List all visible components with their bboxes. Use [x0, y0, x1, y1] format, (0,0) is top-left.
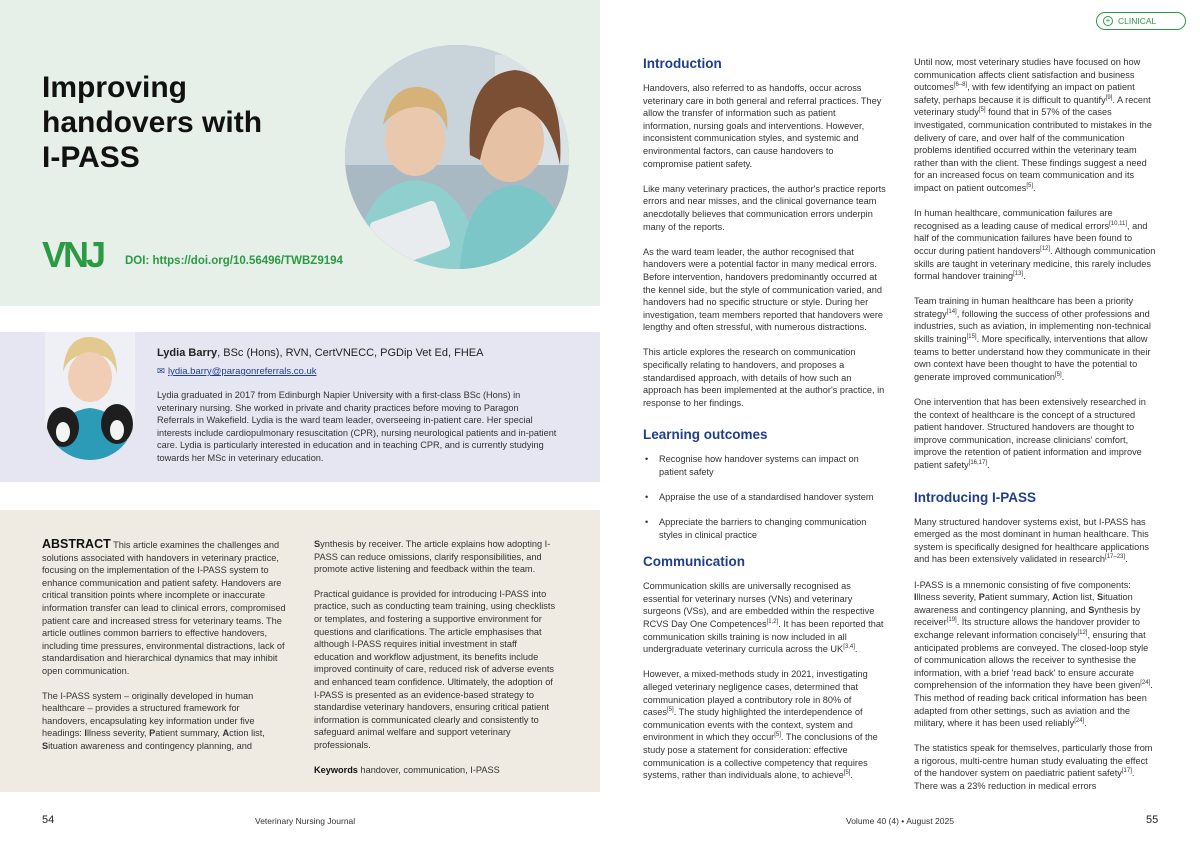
- citation: [17]: [1121, 768, 1132, 775]
- envelope-icon: ✉: [157, 366, 165, 377]
- ipass-paragraph-3: The statistics speak for themselves, particularly those from a rigorous, multi-centre human study evaluating the effect of the handover system on paediatric patient safety[17]. There was a 23% reduction in medical errors: [914, 743, 1153, 792]
- citation: [16,17]: [968, 459, 988, 466]
- ipass-letter: I: [84, 728, 87, 739]
- ipass-paragraph-2: I-PASS is a mnemonic consisting of five components: Illness severity, Patient summary, Action list, Situation awareness and contingency planning, and Synthesis by receiver[19]. Its structure allows the handover provider to exchange relevant information concisely[12], ensuring that anticipated problems are conveyed. The closed-loop style of communication allows the receiver to synthesise the information, with a brief 'read back' to ensure accurate comprehension of the information they have been given[24]. This method of reading back critical information has been adapted from other settings, such as aviation and the military, where it has been used reliably[24].: [914, 579, 1153, 729]
- column2-paragraph-4: One intervention that has been extensively researched in the context of healthcare is the concept of a structured patient handover. Structured handovers are thought to improve communication, increase clinicians' comfort, improve the retention of patient information and improve patient safety[16,17].: [914, 397, 1146, 470]
- heading-introduction: Introduction: [643, 56, 722, 71]
- volume: Volume 40 (4): [846, 816, 899, 826]
- journal-name: Veterinary Nursing Journal: [255, 816, 356, 826]
- abstract-text: This article examines the challenges and solutions associated with handovers in veterinary practice, focusing on the implementation of the I-PASS system to enhance communication and patient safety. Handovers are critical transition points where incomplete or inaccurate information transfer can lead to clinical errors, compromised patient care and increased stress for veterinary teams. The article outlines common barriers to effective handovers, including time pressures, environmental distractions, lack of standardisation and hierarchical dynamics that may inhibit open communication.: [42, 540, 286, 676]
- citation: [12]: [1077, 629, 1088, 636]
- citation: [13]: [1013, 271, 1024, 278]
- doi-link[interactable]: DOI: https://doi.org/10.56496/TWBZ9194: [125, 255, 343, 267]
- citation: [24]: [1140, 680, 1151, 687]
- abstract-paragraph-2-cont: [314, 538, 559, 576]
- abstract-paragraph-3: Practical guidance is provided for introducing I-PASS into practice, such as conducting team training, using checklists or templates, and fostering a supportive environment for questions and clarifications. The article emphasises that although I-PASS requires initial investment in staff education and workflow adjustment, its benefits include improved continuity of care, reduced risk of adverse events and enhanced team confidence. Ultimately, the adoption of I-PASS is presented as an evidence-based strategy to standardise veterinary handovers, ensuring critical patient information is communicated clearly and consistently to safeguard animal welfare and support veterinary professionals.: [314, 588, 556, 750]
- nurses-photo-illustration: [345, 45, 569, 269]
- abstract-label: ABSTRACT: [42, 537, 111, 551]
- right-column-1: [643, 56, 886, 794]
- abstract-column-2: [314, 538, 559, 788]
- citation: [3,4]: [843, 644, 855, 651]
- keywords-label: Keywords: [314, 764, 358, 775]
- right-column-2: [914, 56, 1157, 805]
- abstract-paragraph-1: [42, 538, 287, 678]
- heading-communication: Communication: [643, 554, 746, 570]
- citation: [17–23]: [1105, 554, 1126, 561]
- ipass-term: ction list,: [229, 728, 265, 739]
- section-badge-label: CLINICAL: [1118, 16, 1157, 26]
- abstract-text: ynthesis by receiver. The article explains how adopting I-PASS can reduce omissions, clarify responsibilities, and promote active listening and feedback within the team.: [314, 539, 551, 575]
- citation: [5]: [774, 732, 781, 739]
- right-page-number: 55: [1146, 814, 1159, 826]
- citation: [15]: [966, 334, 977, 340]
- abstract-text: The I-PASS system – originally developed in human healthcare – provides a structured framework for handovers, encapsulating key information under five headings:: [42, 690, 255, 739]
- ipass-letter: S: [314, 539, 321, 549]
- intro-paragraph-2: Like many veterinary practices, the author's practice reports errors and near misses, and the clinical governance team anecdotally believes that communication errors underpin many of the reports.: [643, 183, 886, 232]
- nurses-photo: [345, 45, 569, 269]
- ipass-letter: A: [222, 728, 230, 739]
- issue-date: August 2025: [906, 816, 954, 826]
- citation: [5]: [1054, 371, 1062, 378]
- column2-paragraph-2: In human healthcare, communication failures are recognised as a leading cause of medical errors[10,11], and half of the communication failures have been found to occur during patient handovers[12]. Although communication skills are taught in veterinary medicine, this rarely includes formal handover training[13].: [914, 208, 1156, 282]
- citation: [6–8]: [953, 82, 968, 89]
- author-credentials: , BSc (Hons), RVN, CertVNECC, PGDip Vet Ed, FHEA: [217, 347, 484, 359]
- keywords: [314, 764, 559, 777]
- column2-paragraph-3: Team training in human healthcare has been a priority strategy[14], following the success of other professions and industries, such as aviation, in implementing non-technical skills training[15]. More specifically, interventions that allow teams to better understand how they communicate in their own context have been thought to have the potential to generate improved communication[5].: [914, 296, 1151, 382]
- ipass-term: atient summary,: [155, 728, 223, 739]
- citation: [10,11]: [1109, 220, 1127, 227]
- communication-paragraph-1: Communication skills are universally recognised as essential for veterinary nurses (VNs) and veterinary surgeons (VSs), and are embedded within the respective RCVS Day One Competences[1,2]. It has been reported that communication skills training is now included in all undergraduate veterinary curricula across the UK[3,4].: [643, 581, 884, 655]
- author-photo: [45, 332, 135, 460]
- intro-paragraph-3: As the ward team leader, the author recognised that handovers were a potential factor in many medical errors. Before intervention, handovers predominantly occurred at the kennel side, but the style of communication varied, and handovers had no specific structure or style. During her investigation, team members reported that handovers were lengthy and often stressful, with numerous distractions.: [643, 246, 884, 333]
- issue-info: [846, 816, 954, 826]
- citation: [1,2]: [766, 618, 779, 625]
- intro-paragraph-1: Handovers, also referred to as handoffs, occur across veterinary care in both general and referral practices. They allow the transfer of information such as patient information, nursing goals and interventions. However, inconsistent communication styles, and systemic and environmental factors, can cause handovers to compromise patient safety.: [643, 83, 882, 169]
- author-name-line: [157, 347, 483, 359]
- heading-introducing-ipass: Introducing I-PASS: [914, 489, 1036, 505]
- ipass-term: llness severity,: [86, 728, 150, 739]
- learning-outcomes-list: [643, 453, 886, 541]
- list-item: • Recognise how handover systems can impact on patient safety: [643, 453, 886, 478]
- author-bio: Lydia graduated in 2017 from Edinburgh Napier University with a first-class BSc (Hons) in veterinary nursing. She worked in private and charity practices before moving to Paragon Referrals in Wakefield. Lydia is the ward team leader, overseeing in-patient care. Her special interests include cardiopulmonary resuscitation (CPR), nursing neurological patients and in-patient care. Lydia is particularly interested in education and in teaching CPR, and is currently studying towards her MSc in veterinary education.: [157, 390, 557, 463]
- citation: [5]: [843, 770, 851, 777]
- plus-circle-icon: +: [1103, 16, 1113, 26]
- article-title: Improving handovers with I-PASS: [42, 71, 263, 174]
- citation: [19]: [946, 617, 957, 624]
- vnj-logo: [42, 237, 112, 271]
- list-item: • Appreciate the barriers to changing communication styles in clinical practice: [643, 516, 886, 541]
- author-email[interactable]: lydia.barry@paragonreferrals.co.uk: [167, 366, 317, 377]
- bullet-separator: •: [901, 816, 905, 826]
- column2-paragraph-1: Until now, most veterinary studies have focused on how communication affects client satisfaction and business outcomes[6–8], with few identifying an impact on patient safety, perhaps because it is difficult to quantify[9]. A recent veterinary study[5] found that in 57% of the cases investigated, communication contributed to mistakes in the delivery of care, and over half of the communication problems identified occurred within the veterinary team rather than with the client. These findings suggest a need for an increased focus on team communication and its impact on patient outcomes[5].: [914, 57, 1152, 193]
- ipass-letter: S: [42, 740, 49, 751]
- citation: [5]: [1026, 182, 1034, 189]
- section-badge: [1096, 12, 1186, 30]
- ipass-paragraph-1: Many structured handover systems exist, but I-PASS has emerged as the most dominant in human healthcare. This system is specifically designed for healthcare applications and has been extensively validated in research[17–23].: [914, 516, 1149, 565]
- citation: [24]: [1074, 718, 1085, 725]
- ipass-term: ituation awareness and contingency planning, and: [48, 740, 252, 751]
- list-item: • Appraise the use of a standardised handover system: [643, 491, 886, 504]
- vnj-logo-text: VNJ: [42, 237, 104, 271]
- ipass-letter: P: [149, 728, 156, 739]
- communication-paragraph-2: However, a mixed-methods study in 2021, investigating alleged veterinary negligence cases, determined that communication played a contributory role in 80% of cases[5]. The study highlighted the interdependence of communication events with the context, system and environment in which they occur[5]. The conclusions of the study pose a statement for consideration: effective communication is a collective competency that requires systems, rather than individuals alone, to achieve[5].: [643, 669, 878, 781]
- citation: [5]: [978, 107, 986, 114]
- author-email-link[interactable]: [157, 366, 317, 377]
- citation: [5]: [667, 707, 674, 714]
- abstract-column-1: [42, 538, 287, 765]
- citation: [9]: [1105, 94, 1113, 101]
- citation: [12]: [1040, 245, 1051, 252]
- abstract-paragraph-2: [42, 690, 287, 753]
- intro-paragraph-4: This article explores the research on communication specifically relating to handovers, and proposes a standardised approach, with details of how such an approach has been implemented at the author's practice, in response to her findings.: [643, 347, 885, 408]
- left-page-number: 54: [42, 814, 55, 826]
- heading-learning-outcomes: Learning outcomes: [643, 427, 768, 443]
- citation: [14]: [946, 308, 957, 315]
- keywords-list: handover, communication, I-PASS: [357, 764, 500, 775]
- author-name: Lydia Barry: [157, 347, 218, 359]
- author-photo-illustration: [45, 332, 135, 460]
